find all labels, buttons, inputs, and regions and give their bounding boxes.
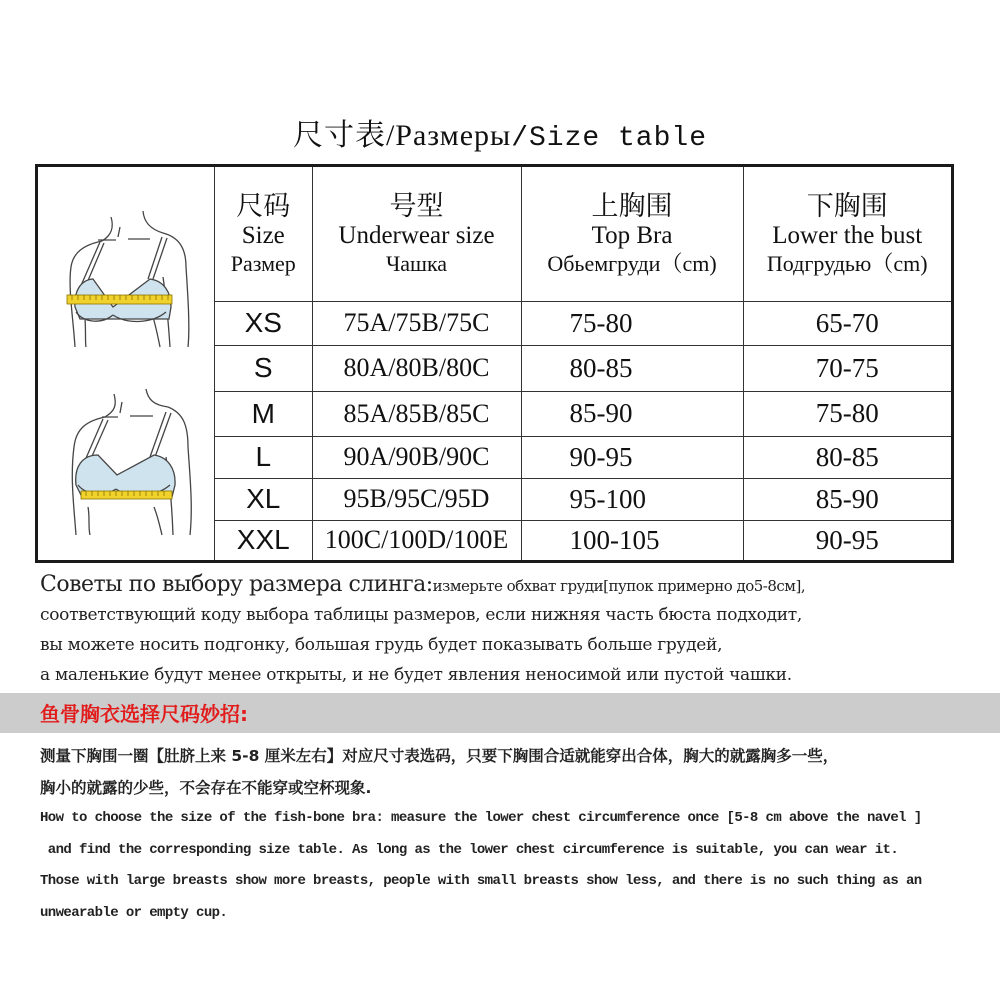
size-table bbox=[35, 164, 954, 563]
cell-size: XS bbox=[215, 301, 312, 345]
en-tips-line-2: and find the corresponding size table. As long as the lower chest circumference is suitable, you can wear it. bbox=[40, 841, 899, 858]
table-row bbox=[215, 391, 951, 436]
ru-tips-line-3: вы можете носить подгонку, большая грудь будет показывать больше грудей, bbox=[40, 635, 723, 655]
cell-size: M bbox=[215, 391, 312, 436]
title-ru: /Размеры bbox=[385, 119, 512, 152]
ru-tips-line-4: а маленькие будут менее открыты, и не будет явления неносимой или пустой чашки. bbox=[40, 665, 792, 685]
cn-tips-line-1: 测量下胸围一圈【肚脐上来 5-8 厘米左右】对应尺寸表选码，只要下胸围合适就能穿出合体，胸大的就露胸多一些， bbox=[40, 747, 839, 765]
ru-tips-line-2: соответствующий коду выбора таблицы размеров, если нижняя часть бюста подходит, bbox=[40, 605, 802, 625]
cell-cup: 80A/80B/80C bbox=[312, 345, 521, 391]
cell-lower-bust: 80-85 bbox=[743, 436, 951, 478]
upper-bust-measure-icon bbox=[38, 167, 214, 560]
cell-top-bust: 80-85 bbox=[521, 345, 743, 391]
table-row bbox=[215, 345, 951, 391]
table-row bbox=[215, 436, 951, 478]
cell-lower-bust: 75-80 bbox=[743, 391, 951, 436]
tips-heading: 鱼骨胸衣选择尺码妙招: bbox=[40, 702, 248, 726]
title-cn: 尺寸表 bbox=[292, 119, 386, 152]
cell-size: S bbox=[215, 345, 312, 391]
size-chart-table bbox=[215, 167, 951, 560]
cell-cup: 100C/100D/100E bbox=[312, 520, 521, 560]
cell-top-bust: 95-100 bbox=[521, 478, 743, 520]
header-size: 尺码 Size Размер bbox=[215, 167, 312, 301]
english-size-tips bbox=[40, 803, 990, 929]
ru-tips-line-1: Советы по выбору размера слинга:измерьте обхват груди[пупок примерно до5-8см], bbox=[40, 572, 806, 597]
table-row bbox=[215, 520, 951, 560]
cell-top-bust: 85-90 bbox=[521, 391, 743, 436]
russian-size-tips bbox=[40, 570, 970, 690]
measurement-illustrations bbox=[38, 167, 215, 560]
page-title bbox=[0, 110, 1000, 154]
cell-top-bust: 100-105 bbox=[521, 520, 743, 560]
title-en: /Size table bbox=[511, 123, 708, 154]
table-row bbox=[215, 478, 951, 520]
table-header-row bbox=[215, 167, 951, 301]
tips-heading-band bbox=[0, 693, 1000, 733]
cell-lower-bust: 70-75 bbox=[743, 345, 951, 391]
chinese-size-tips bbox=[40, 740, 990, 804]
cell-size: XL bbox=[215, 478, 312, 520]
cell-cup: 85A/85B/85C bbox=[312, 391, 521, 436]
table-row bbox=[215, 301, 951, 345]
header-top-bust: 上胸围 Top Bra Обьемгруди（cm) bbox=[521, 167, 743, 301]
cell-size: XXL bbox=[215, 520, 312, 560]
cell-top-bust: 75-80 bbox=[521, 301, 743, 345]
cell-lower-bust: 85-90 bbox=[743, 478, 951, 520]
cell-cup: 90A/90B/90C bbox=[312, 436, 521, 478]
cell-cup: 75A/75B/75C bbox=[312, 301, 521, 345]
header-cup: 号型 Underwear size Чашка bbox=[312, 167, 521, 301]
en-tips-line-3: Those with large breasts show more breasts, people with small breasts show less, and there is no such thing as an bbox=[40, 873, 922, 889]
en-tips-line-4: unwearable or empty cup. bbox=[40, 904, 228, 921]
ru-tips-lead: Советы по выбору размера слинга: bbox=[40, 572, 433, 597]
header-lower-bust: 下胸围 Lower the bust Подгрудью（cm) bbox=[743, 167, 951, 301]
en-tips-line-1: How to choose the size of the fish-bone bra: measure the lower chest circumference once [5-8 cm above the navel ] bbox=[40, 810, 922, 826]
cell-lower-bust: 90-95 bbox=[743, 520, 951, 560]
cell-size: L bbox=[215, 436, 312, 478]
cell-top-bust: 90-95 bbox=[521, 436, 743, 478]
cell-cup: 95B/95C/95D bbox=[312, 478, 521, 520]
cell-lower-bust: 65-70 bbox=[743, 301, 951, 345]
cn-tips-line-2: 胸小的就露的少些，不会存在不能穿或空杯现象. bbox=[40, 779, 372, 797]
size-grid bbox=[215, 167, 951, 560]
